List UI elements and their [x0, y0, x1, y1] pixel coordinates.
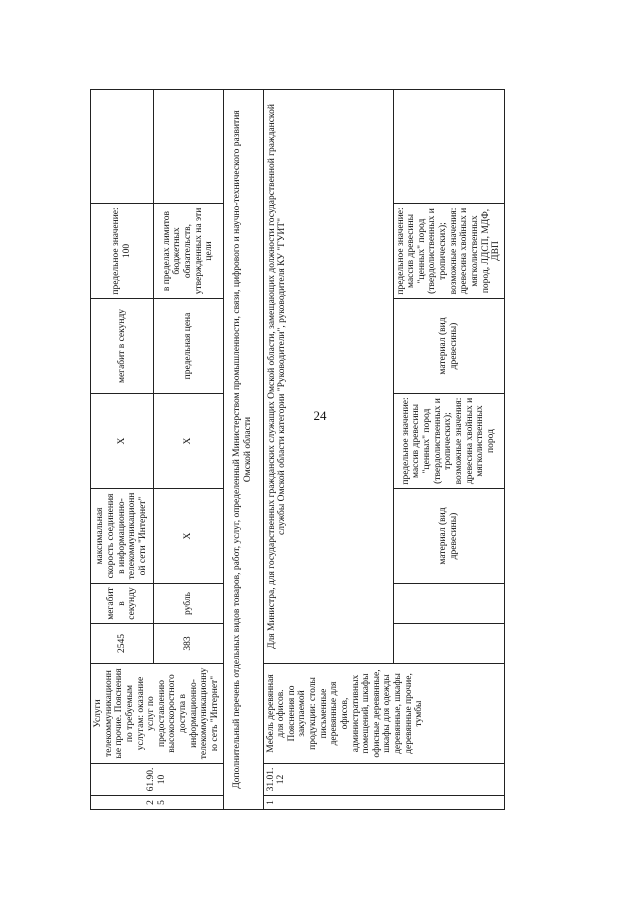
table-row: [263, 90, 393, 810]
unit-code-cell: 2545: [91, 624, 154, 664]
characteristic-cell: материал (вид древесины): [393, 489, 504, 584]
value-cell: предельное значение: массив древесины "ценных" пород (твердолиственных и тропических); возможные значения: древесина хвойных и мягколиственных пород: [393, 394, 504, 489]
row-number-cell: 1: [263, 796, 504, 810]
section-title: Дополнительный перечень отдельных видов товаров, работ, услуг, определенный Министерством промышленности, связи, цифрового и научно-технического развития Омской области: [223, 90, 263, 810]
table-row: [91, 90, 154, 810]
characteristic-cell: мегабит в секунду: [91, 299, 154, 394]
page-number: 24: [313, 408, 327, 423]
empty-cell: [393, 90, 504, 204]
unit-name-cell: мегабит в секунду: [91, 584, 154, 624]
characteristic-cell: материал (вид древесины): [393, 299, 504, 394]
unit-name-cell: [393, 584, 504, 624]
characteristic-cell: X: [154, 489, 223, 584]
row-number-cell: 25: [91, 796, 224, 810]
value-cell: предельное значение: 100: [91, 204, 154, 299]
rotated-table-container: [90, 90, 502, 810]
section-row: [223, 90, 263, 810]
name-cell: Услуги телекоммуникационные прочие. Пояснения по требуемым услугам: оказание услуг по предоставлению высокоскоростного доступа в информационно-телекоммуникационную сеть "Интернет": [91, 664, 224, 764]
code-cell: 31.01.12: [263, 764, 504, 796]
unit-name-cell: рубль: [154, 584, 223, 624]
value-cell: X: [154, 394, 223, 489]
characteristic-cell: предельная цена: [154, 299, 223, 394]
code-cell: 61.90.10: [91, 764, 224, 796]
characteristic-cell: максимальная скорость соединения в информационно-телекоммуникационной сети "Интернет": [91, 489, 154, 584]
name-cell: Мебель деревянная для офисов. Пояснения по закупаемой продукции: столы письменные деревянные для офисов, административных помещений, шкафы офисные деревянные, шкафы для одежды деревянные, шкафы деревянные прочие, тумбы: [263, 664, 504, 764]
subsection-title: Для Министра, для государственных гражданских служащих Омской области, замещающих должности государственной гражданской службы Омской области категории "Руководители", руководителя КУ "ГУИТ": [263, 90, 393, 664]
value-cell: предельное значение: массив древесины "ценных" пород (твердолиственных и тропических); возможные значения: древесина хвойных и мягколиственных пород, ЛДСП, МДФ, ДВП: [393, 204, 504, 299]
unit-code-cell: 383: [154, 624, 223, 664]
unit-code-cell: [393, 624, 504, 664]
requirements-table: [90, 89, 505, 810]
empty-cell: [91, 90, 154, 204]
empty-cell: [154, 90, 223, 204]
value-cell: в пределах лимитов бюджетных обязательств, утвержденных на эти цели: [154, 204, 223, 299]
value-cell: X: [91, 394, 154, 489]
